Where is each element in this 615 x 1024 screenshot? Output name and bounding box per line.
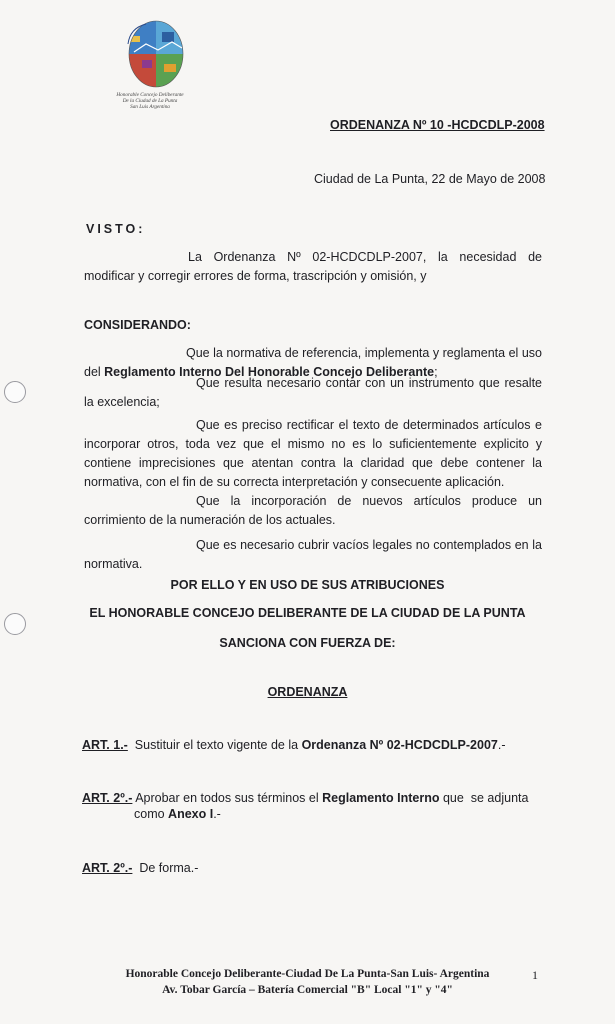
- considerando-paragraph-5: Que es necesario cubrir vacíos legales no contemplados en la normativa.: [84, 538, 542, 571]
- visto-paragraph: La Ordenanza Nº 02-HCDCDLP-2007, la necesidad de modificar y corregir errores de forma, trascripción y omisión, y: [84, 250, 542, 283]
- visto-heading: VISTO:: [86, 222, 146, 236]
- text-span: que se adjunta: [439, 791, 529, 805]
- article-2-continuation: [134, 807, 221, 821]
- article-2: [82, 791, 528, 805]
- text-span: como: [134, 807, 169, 821]
- sanciona-line: SANCIONA CON FUERZA DE:: [219, 636, 396, 650]
- page-number: 1: [532, 968, 538, 982]
- text-span: Aprobar en todos sus términos el: [135, 791, 323, 805]
- text-span: .-: [213, 807, 221, 821]
- bold-span: Anexo I: [168, 807, 214, 821]
- bold-span: Reglamento Interno Del Honorable Concejo Deliberante: [104, 365, 435, 379]
- logo-caption-line: Honorable Concejo Deliberante: [116, 92, 184, 98]
- text-span: Sustituir el texto vigente de la: [134, 738, 302, 752]
- article-label: ART. 1.-: [82, 738, 128, 752]
- text-span: De forma.-: [139, 861, 199, 875]
- considerando-heading: CONSIDERANDO:: [84, 318, 191, 332]
- text-span: ;: [434, 365, 438, 379]
- article-3: [82, 861, 198, 875]
- article-label: ART. 2º.-: [82, 791, 133, 805]
- logo-caption-line: De la Ciudad de La Punta: [122, 98, 178, 105]
- considerando-paragraph-3: Que es preciso rectificar el texto de determinados artículos e incorporar otros, toda vez que el mismo no es lo suficientemente explicito y contiene imprecisiones que atentan contra la claridad que debe contener la normativa, con el fin de su correcta interpretación y consecuente aplicación.: [84, 418, 542, 489]
- text-span: Que la normativa de referencia, implementa y reglamenta el uso del: [84, 346, 542, 379]
- document-title: ORDENANZA Nº 10 -HCDCDLP-2008: [330, 118, 545, 132]
- footer-line-1: Honorable Concejo Deliberante-Ciudad De La Punta-San Luis- Argentina: [125, 968, 490, 980]
- considerando-paragraph-2: Que resulta necesario contar con un instrumento que resalte la excelencia;: [84, 376, 542, 409]
- date-line: Ciudad de La Punta, 22 de Mayo de 2008: [314, 172, 546, 186]
- footer-line-2: Av. Tobar García – Batería Comercial "B" Local "1" y "4": [162, 984, 453, 996]
- logo-caption-line: San Luis Argentina: [130, 104, 170, 111]
- honorable-line: EL HONORABLE CONCEJO DELIBERANTE DE LA CIUDAD DE LA PUNTA: [89, 606, 526, 620]
- article-label: ART. 2º.-: [82, 861, 133, 875]
- bold-span: Ordenanza Nº 02-HCDCDLP-2007: [301, 738, 498, 752]
- por-ello-line: POR ELLO Y EN USO DE SUS ATRIBUCIONES: [170, 578, 445, 592]
- article-1: [82, 738, 506, 752]
- ordenanza-heading: ORDENANZA: [267, 685, 348, 699]
- considerando-paragraph-4: Que la incorporación de nuevos artículos produce un corrimiento de la numeración de los actuales.: [84, 494, 542, 527]
- text-span: .-: [497, 738, 506, 752]
- punch-hole: [4, 381, 26, 403]
- logo-caption: [100, 92, 200, 111]
- bold-span: Reglamento Interno: [322, 791, 440, 805]
